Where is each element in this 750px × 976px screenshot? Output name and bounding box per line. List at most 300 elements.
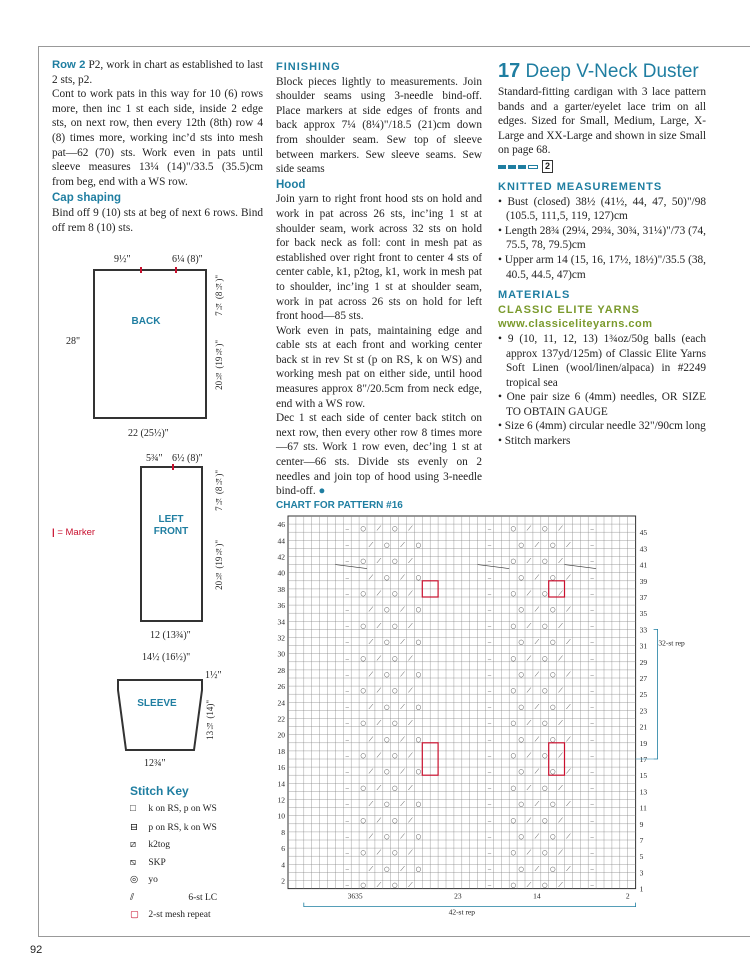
- chart-row-label-left: 6: [281, 844, 285, 854]
- end-bullet-icon: ●: [318, 485, 326, 498]
- stitch-key-item: [130, 892, 217, 903]
- chart-purl-symbol: –: [590, 817, 594, 825]
- chart-stitch-symbol: ○: [510, 589, 516, 598]
- stitch-symbol-icon: ▢: [130, 910, 139, 920]
- stitch-key-text: yo: [146, 875, 158, 885]
- finishing-heading: FINISHING: [276, 61, 341, 73]
- chart-stitch-symbol: ⟋: [408, 654, 413, 663]
- chart-stitch-symbol: ○: [391, 589, 398, 598]
- chart-stitch-symbol: ○: [549, 767, 556, 776]
- chart-stitch-symbol: ⟋: [566, 638, 571, 647]
- chart-stitch-symbol: ⟋: [566, 540, 571, 549]
- chart-row-label-left: 8: [281, 827, 285, 837]
- chart-stitch-symbol: ⟋: [534, 767, 540, 776]
- chart-stitch-symbol: ⟋: [534, 735, 540, 744]
- column-2: [276, 60, 482, 499]
- chart-stitch-symbol: ○: [518, 800, 524, 809]
- chart-stitch-symbol: ⟋: [408, 783, 413, 792]
- chart-row-label-right: 3: [639, 868, 644, 878]
- front-bottom-width: 12 (13¾)": [150, 630, 191, 641]
- chart-stitch-symbol: ○: [518, 540, 524, 549]
- chart-stitch-symbol: ○: [549, 702, 556, 711]
- chart-purl-symbol: –: [487, 752, 492, 760]
- chart-stitch-symbol: ○: [391, 751, 398, 760]
- chart-purl-symbol: –: [590, 671, 594, 679]
- chart-stitch-symbol: ⟋: [534, 702, 540, 711]
- back-top-right: 6¼ (8)": [172, 254, 203, 265]
- chart-stitch-symbol: ⟋: [558, 783, 563, 792]
- chart-stitch-symbol: ⟋: [408, 848, 413, 857]
- chart-stitch-symbol: ⟋: [558, 589, 563, 598]
- front-top-right: 6½ (8)": [172, 453, 203, 464]
- chart-stitch-symbol: ○: [391, 621, 398, 630]
- stitch-key-item: [130, 909, 211, 920]
- chart-stitch-symbol: ○: [391, 557, 398, 566]
- chart-stitch-symbol: ⟋: [400, 605, 405, 614]
- back-left-length: 28": [66, 336, 81, 347]
- chart-stitch-symbol: ⟋: [408, 686, 413, 695]
- stitch-key-item: [130, 822, 217, 833]
- chart-stitch-symbol: ○: [518, 832, 524, 841]
- chart-row-label-left: 38: [277, 584, 285, 594]
- chart-row-label-left: 46: [277, 520, 285, 530]
- measurement-item: • Bust (closed) 38½ (41½, 44, 47, 50)"/98 (105.5, 111,5, 119, 127)cm: [498, 195, 706, 223]
- chart-row-label-left: 12: [277, 795, 285, 805]
- stitch-key-text: SKP: [146, 857, 166, 868]
- chart-row-label-left: 24: [277, 698, 285, 708]
- chart-purl-symbol: –: [487, 865, 492, 873]
- chart-purl-symbol: –: [590, 655, 594, 663]
- chart-stitch-symbol: ○: [510, 557, 516, 566]
- chart-stitch-symbol: ⟋: [566, 605, 571, 614]
- chart-stitch-symbol: ⟋: [534, 638, 540, 647]
- chart-stitch-symbol: ○: [518, 670, 524, 679]
- chart-stitch-symbol: ⟋: [400, 638, 405, 647]
- finishing-text: Block pieces lightly to measurements. Join shoulder seams using 3-needle bind-off. Place markers at side edges of fronts and back approx 7¼ (8¼)"/18.5 (21)cm down from shoulder seam. Sew top of sleeve between markers. Sew sleeve seams. Sew side seams: [276, 75, 482, 176]
- chart-row-label-right: 11: [639, 803, 647, 813]
- measurement-item: • Upper arm 14 (15, 16, 17½, 18½)"/35.5 (38, 40.5, 44.5, 47)cm: [498, 253, 706, 281]
- chart-purl-symbol: –: [345, 655, 349, 663]
- cap-text: Bind off 9 (10) sts at beg of next 6 rows. Bind off rem 8 (10) sts.: [52, 206, 263, 234]
- chart-purl-symbol: –: [590, 752, 594, 760]
- chart-row-label-right: 33: [639, 625, 648, 635]
- chart-purl-symbol: –: [487, 574, 492, 582]
- chart-purl-symbol: –: [487, 703, 492, 711]
- chart-purl-symbol: –: [345, 768, 349, 776]
- chart-purl-symbol: –: [345, 801, 349, 809]
- chart-stitch-symbol: ⟋: [558, 719, 563, 728]
- material-item: • 9 (10, 11, 12, 13) 1¾oz/50g balls (each approx 137yd/125m) of Classic Elite Yarns Soft Linen (wool/linen/alpaca) in #2249 tropical sea: [498, 332, 706, 389]
- chart-stitch-symbol: ○: [549, 735, 556, 744]
- chart-stitch-symbol: ○: [510, 654, 516, 663]
- back-right-lower: 20¾ (19¾)": [214, 340, 224, 390]
- chart-stitch-symbol: ○: [510, 848, 516, 857]
- material-item: • Size 6 (4mm) circular needle 32"/90cm long: [498, 420, 706, 433]
- chart-stitch-symbol: ○: [415, 767, 422, 776]
- chart-purl-symbol: –: [590, 525, 594, 533]
- chart-stitch-symbol: ⟋: [526, 751, 532, 760]
- stitch-key-item: [130, 839, 170, 850]
- chart-purl-symbol: –: [345, 622, 349, 630]
- chart-stitch-symbol: ⟋: [526, 589, 532, 598]
- stitch-key-text: k on RS, p on WS: [146, 804, 217, 814]
- chart-stitch-symbol: ⟋: [400, 832, 405, 841]
- chart-stitch-symbol: ○: [518, 605, 524, 614]
- chart-stitch-symbol: ○: [383, 540, 390, 549]
- chart-stitch-symbol: ○: [510, 816, 516, 825]
- chart-stitch-symbol: ⟋: [566, 832, 571, 841]
- chart-row-label-right: 35: [639, 609, 648, 619]
- chart-purl-symbol: –: [345, 606, 349, 614]
- chart-purl-symbol: –: [590, 801, 594, 809]
- skill-level: [498, 160, 706, 174]
- chart-row-label-left: 2: [281, 876, 285, 886]
- chart-stitch-symbol: ⟋: [368, 800, 374, 809]
- chart-stitch-symbol: ⟋: [400, 800, 405, 809]
- stitch-key-text: k2tog: [146, 840, 171, 850]
- page-bottom-rule: [38, 936, 750, 937]
- chart-stitch-symbol: ⟋: [376, 881, 382, 890]
- pattern-title: 17 Deep V-Neck Duster: [498, 60, 699, 82]
- chart-stitch-symbol: ⟋: [408, 589, 413, 598]
- materials-list: [498, 332, 706, 449]
- chart-purl-symbol: –: [345, 639, 349, 647]
- chart-purl-symbol: –: [345, 574, 349, 582]
- front-label: LEFT FRONT: [153, 514, 189, 537]
- chart-purl-symbol: –: [487, 817, 492, 825]
- chart-stitch-symbol: ○: [415, 702, 422, 711]
- chart-stitch-symbol: ○: [541, 848, 548, 857]
- chart-purl-symbol: –: [345, 590, 349, 598]
- pattern-intro: Standard-fitting cardigan with 3 lace pattern bands and a garter/eyelet lace trim on all edges. Sized for Small, Medium, Large, X-Large and XX-Large and shown in size Small on page 68.: [498, 86, 706, 157]
- chart-stitch-symbol: ⟋: [566, 702, 571, 711]
- row2-label: Row 2: [52, 59, 86, 71]
- chart-stitch-symbol: ○: [391, 816, 398, 825]
- chart-stitch-symbol: ○: [383, 864, 390, 873]
- chart-stitch-symbol: ⟋: [368, 864, 374, 873]
- chart-purl-symbol: –: [487, 541, 492, 549]
- chart-stitch-symbol: ○: [415, 800, 422, 809]
- stitch-key-text: 6-st LC: [186, 892, 218, 903]
- chart-row-label-right: 5: [639, 852, 644, 862]
- cap-heading: Cap shaping: [52, 192, 122, 205]
- chart-stitch-symbol: ○: [391, 881, 398, 890]
- chart-purl-symbol: –: [345, 784, 349, 792]
- chart-stitch-symbol: ⟋: [408, 751, 413, 760]
- chart-stitch-symbol: ○: [415, 864, 422, 873]
- chart-stitch-symbol: ⟋: [376, 848, 382, 857]
- chart-stitch-symbol: ⟋: [566, 670, 571, 679]
- chart-stitch-symbol: ⟋: [400, 702, 405, 711]
- chart-row-label-left: 18: [277, 746, 285, 756]
- chart-row-label-right: 29: [639, 657, 648, 667]
- stitch-symbol-icon: ⧅: [130, 857, 137, 868]
- chart-stitch-symbol: ⟋: [558, 686, 563, 695]
- chart-stitch-symbol: ○: [510, 751, 516, 760]
- chart-stitch-symbol: ⟋: [558, 524, 563, 533]
- sleeve-right-lower: 13¼ (14)": [205, 700, 215, 740]
- chart-stitch-symbol: ○: [360, 783, 366, 792]
- chart-stitch-symbol: ⟋: [368, 540, 374, 549]
- knitting-chart: [270, 512, 710, 918]
- chart-stitch-symbol: ○: [383, 573, 390, 582]
- chart-row-label-right: 27: [639, 674, 648, 683]
- stitch-key-item: [130, 804, 217, 814]
- chart-stitch-symbol: ⟋: [368, 670, 374, 679]
- chart-purl-symbol: –: [487, 882, 492, 890]
- stitch-key-text: 2-st mesh repeat: [146, 910, 211, 920]
- chart-row-label-right: 37: [639, 593, 648, 602]
- chart-stitch-symbol: ○: [415, 735, 422, 744]
- back-right-upper: 7¼ (8¼)": [214, 275, 224, 316]
- chart-row-label-right: 7: [639, 836, 644, 845]
- chart-stitch-symbol: ○: [383, 638, 390, 647]
- chart-column-label: 14: [533, 891, 541, 901]
- chart-stitch-symbol: ⟋: [408, 557, 413, 566]
- chart-stitch-symbol: ○: [415, 540, 422, 549]
- chart-purl-symbol: –: [345, 541, 349, 549]
- chart-purl-symbol: –: [487, 622, 492, 630]
- chart-stitch-symbol: ○: [549, 605, 556, 614]
- chart-purl-symbol: –: [487, 671, 492, 679]
- chart-stitch-symbol: ○: [360, 524, 366, 533]
- chart-stitch-symbol: ○: [518, 767, 524, 776]
- chart-stitch-symbol: ○: [360, 557, 366, 566]
- chart-stitch-symbol: ○: [549, 670, 556, 679]
- chart-stitch-symbol: ⟋: [368, 767, 374, 776]
- chart-stitch-symbol: ⟋: [408, 524, 413, 533]
- chart-stitch-symbol: ○: [541, 751, 548, 760]
- front-right-upper: 7¼ (8¼)": [214, 470, 224, 511]
- chart-stitch-symbol: ○: [518, 702, 524, 711]
- hood-para-3: Dec 1 st each side of center back stitch on next row, then every other row 8 times more—67 sts. Work 1 row even, dec’ing 1 st at center—66 sts. Divide sts evenly on 2 needles and join top of hood using 3-needle bind-off.: [276, 412, 482, 498]
- chart-row-label-right: 15: [639, 771, 648, 781]
- marker-symbol: |: [52, 527, 55, 538]
- chart-stitch-symbol: ⟋: [558, 751, 563, 760]
- chart-stitch-symbol: ⟋: [408, 719, 413, 728]
- chart-stitch-symbol: ⟋: [376, 654, 382, 663]
- chart-purl-symbol: –: [590, 639, 594, 647]
- chart-stitch-symbol: ⟋: [368, 573, 374, 582]
- chart-row-label-right: 39: [639, 576, 648, 586]
- chart-stitch-symbol: ○: [541, 719, 548, 728]
- rep-label-right: 32-st rep: [658, 638, 685, 648]
- chart-stitch-symbol: ⟋: [534, 864, 540, 873]
- chart-stitch-symbol: ⟋: [376, 621, 382, 630]
- chart-stitch-symbol: ⟋: [558, 881, 563, 890]
- skill-badge: 2: [542, 160, 553, 173]
- chart-stitch-symbol: ⟋: [534, 605, 540, 614]
- yarn-website: www.classiceliteyarns.com: [498, 318, 653, 331]
- chart-title: CHART FOR PATTERN #16: [276, 500, 403, 511]
- chart-stitch-symbol: ○: [541, 589, 548, 598]
- chart-stitch-symbol: ○: [549, 638, 556, 647]
- chart-stitch-symbol: ⟋: [376, 719, 382, 728]
- chart-purl-symbol: –: [345, 752, 349, 760]
- chart-stitch-symbol: ⟋: [558, 816, 563, 825]
- measurements-list: [498, 195, 706, 283]
- measurement-item: • Length 28¾ (29¼, 29¾, 30¾, 31¼)"/73 (74, 75.5, 78, 79.5)cm: [498, 224, 706, 252]
- chart-purl-symbol: –: [487, 639, 492, 647]
- chart-stitch-symbol: ○: [360, 589, 366, 598]
- chart-row-label-right: 41: [639, 560, 648, 570]
- chart-purl-symbol: –: [487, 687, 492, 695]
- chart-row-label-left: 42: [277, 552, 285, 562]
- chart-stitch-symbol: ⟋: [526, 719, 532, 728]
- chart-row-label-right: 25: [639, 690, 648, 700]
- chart-stitch-symbol: ⟋: [368, 605, 374, 614]
- hood-para-2: Work even in pats, maintaining edge and cable sts at each front and working center back st in rev St st (p on RS, k on WS) and working mesh pat on either side, until hood measures approx 8"/20.5cm from neck edge, end with a WS row.: [276, 324, 482, 410]
- chart-stitch-symbol: ○: [360, 881, 366, 890]
- chart-stitch-symbol: ⟋: [566, 573, 571, 582]
- chart-stitch-symbol: ○: [518, 638, 524, 647]
- chart-stitch-symbol: ⟋: [400, 864, 405, 873]
- row2-text: P2, work in chart as established to last 2 sts, p2.: [52, 59, 263, 86]
- chart-stitch-symbol: ⟋: [566, 735, 571, 744]
- chart-stitch-symbol: ○: [541, 557, 548, 566]
- chart-row-label-right: 31: [639, 641, 648, 651]
- chart-stitch-symbol: ⟋: [534, 800, 540, 809]
- chart-stitch-symbol: ○: [518, 735, 524, 744]
- chart-stitch-symbol: ○: [510, 719, 516, 728]
- chart-stitch-symbol: ○: [415, 605, 422, 614]
- chart-stitch-symbol: ○: [510, 621, 516, 630]
- page-left-rule: [38, 46, 39, 936]
- sleeve-outline: [110, 668, 210, 758]
- chart-stitch-symbol: ⟋: [526, 783, 532, 792]
- chart-stitch-symbol: ○: [383, 702, 390, 711]
- hood-para-1: Join yarn to right front hood sts on hold and work in pat across 26 sts, inc’ing 1 st at shoulder seam, work across 32 sts on hold for back neck as foll: cont in mesh pat as established over right front to center 4 sts of center cable, k1, p2tog, k1, work in mesh pat to shoulder, inc’ing 1 st at shoulder seam, work in pat across 26 sts on hold for left front hood—85 sts.: [276, 193, 482, 323]
- chart-purl-symbol: –: [590, 882, 594, 890]
- chart-stitch-symbol: ⟋: [558, 654, 563, 663]
- sleeve-right-upper: 1½": [205, 670, 222, 681]
- chart-stitch-symbol: ○: [549, 540, 556, 549]
- chart-stitch-symbol: ⟋: [400, 670, 405, 679]
- chart-purl-symbol: –: [345, 525, 349, 533]
- chart-stitch-symbol: ○: [383, 670, 390, 679]
- chart-stitch-symbol: ○: [415, 670, 422, 679]
- stitch-key-item: [130, 874, 158, 885]
- chart-stitch-symbol: ⟋: [400, 767, 405, 776]
- chart-stitch-symbol: ○: [541, 783, 548, 792]
- chart-row-label-left: 22: [277, 714, 285, 724]
- chart-purl-symbol: –: [345, 833, 349, 841]
- chart-purl-symbol: –: [345, 736, 349, 744]
- chart-row-label-right: 13: [639, 787, 648, 797]
- chart-stitch-symbol: ○: [415, 832, 422, 841]
- chart-stitch-symbol: ○: [391, 783, 398, 792]
- stitch-key-text: p on RS, k on WS: [146, 822, 217, 833]
- chart-purl-symbol: –: [590, 606, 594, 614]
- chart-row-label-right: 43: [639, 544, 648, 554]
- chart-row-label-right: 1: [639, 884, 644, 894]
- page-number: 92: [30, 944, 43, 956]
- rep-label-bottom: 42-st rep: [448, 907, 476, 917]
- chart-row-label-left: 26: [277, 682, 285, 692]
- chart-purl-symbol: –: [345, 865, 349, 873]
- chart-purl-symbol: –: [590, 703, 594, 711]
- page-top-rule: [38, 46, 750, 47]
- cont-text: Cont to work pats in this way for 10 (6) rows more, then inc 1 st each side, inside 2 edge sts, on next row, then every 12th (8th) row 4 (8) times more, working inc’d sts into mesh pat—62 (70) sts. Work even in pats until sleeve measures 13¼ (14)"/33.5 (35.5)cm from beg, end with a WS row.: [52, 88, 263, 188]
- chart-purl-symbol: –: [487, 849, 492, 857]
- material-item: • Stitch markers: [498, 435, 571, 448]
- chart-stitch-symbol: ⟋: [534, 573, 540, 582]
- chart-stitch-symbol: ⟋: [368, 638, 374, 647]
- chart-purl-symbol: –: [590, 687, 594, 695]
- chart-row-label-left: 44: [277, 536, 285, 546]
- chart-stitch-symbol: ○: [415, 638, 422, 647]
- chart-stitch-symbol: ⟋: [558, 621, 563, 630]
- chart-stitch-symbol: ○: [510, 686, 516, 695]
- chart-purl-symbol: –: [590, 574, 594, 582]
- chart-row-label-left: 20: [277, 730, 285, 740]
- sleeve-bottom-width: 12¾": [144, 758, 166, 769]
- chart-row-label-right: 45: [639, 528, 648, 538]
- chart-stitch-symbol: ⟋: [368, 832, 374, 841]
- chart-stitch-symbol: ⟋: [376, 751, 382, 760]
- back-bottom-width: 22 (25½)": [128, 428, 169, 439]
- chart-row-label-left: 16: [277, 763, 285, 773]
- chart-stitch-symbol: ○: [541, 524, 548, 533]
- chart-purl-symbol: –: [590, 541, 594, 549]
- chart-purl-symbol: –: [590, 590, 594, 598]
- front-top-left: 5¾": [146, 453, 163, 464]
- chart-stitch-symbol: ○: [510, 524, 516, 533]
- chart-stitch-symbol: ⟋: [376, 686, 382, 695]
- chart-row-label-right: 21: [639, 722, 648, 732]
- hood-heading: Hood: [276, 178, 306, 191]
- chart-stitch-symbol: ⟋: [526, 881, 532, 890]
- chart-purl-symbol: –: [590, 736, 594, 744]
- chart-stitch-symbol: ⟋: [368, 702, 374, 711]
- chart-stitch-symbol: ○: [383, 735, 390, 744]
- chart-stitch-symbol: ○: [360, 654, 366, 663]
- chart-stitch-symbol: ⟋: [558, 557, 563, 566]
- chart-stitch-symbol: ○: [549, 573, 556, 582]
- chart-stitch-symbol: ○: [360, 719, 366, 728]
- chart-row-label-left: 14: [277, 779, 285, 789]
- chart-row-label-left: 36: [277, 601, 285, 611]
- chart-purl-symbol: –: [590, 720, 594, 728]
- chart-purl-symbol: –: [487, 525, 492, 533]
- chart-stitch-symbol: ○: [383, 832, 390, 841]
- chart-stitch-symbol: ○: [541, 654, 548, 663]
- chart-stitch-symbol: ⟋: [526, 654, 532, 663]
- chart-stitch-symbol: ⟋: [526, 524, 532, 533]
- chart-stitch-symbol: ⟋: [408, 621, 413, 630]
- material-item: • One pair size 6 (4mm) needles, OR SIZE TO OBTAIN GAUGE: [498, 391, 706, 418]
- chart-purl-symbol: –: [590, 849, 594, 857]
- chart-purl-symbol: –: [590, 768, 594, 776]
- chart-stitch-symbol: ⟋: [526, 848, 532, 857]
- chart-stitch-symbol: ⟋: [534, 832, 540, 841]
- stitch-key-title: Stitch Key: [130, 784, 189, 798]
- chart-stitch-symbol: ○: [391, 686, 398, 695]
- chart-column-label: 3635: [347, 891, 363, 901]
- chart-purl-symbol: –: [487, 801, 492, 809]
- front-right-lower: 20¾ (19¾)": [214, 540, 224, 590]
- chart-stitch-symbol: ⟋: [526, 621, 532, 630]
- chart-purl-symbol: –: [590, 622, 594, 630]
- chart-stitch-symbol: ○: [383, 605, 390, 614]
- stitch-symbol-icon: ⧄: [130, 840, 137, 850]
- chart-stitch-symbol: ⟋: [534, 670, 540, 679]
- chart-stitch-symbol: ⟋: [526, 686, 532, 695]
- chart-row-label-right: 23: [639, 706, 648, 716]
- chart-row-label-right: 19: [639, 738, 648, 748]
- chart-stitch-symbol: ⟋: [526, 557, 532, 566]
- chart-stitch-symbol: ⟋: [376, 589, 382, 598]
